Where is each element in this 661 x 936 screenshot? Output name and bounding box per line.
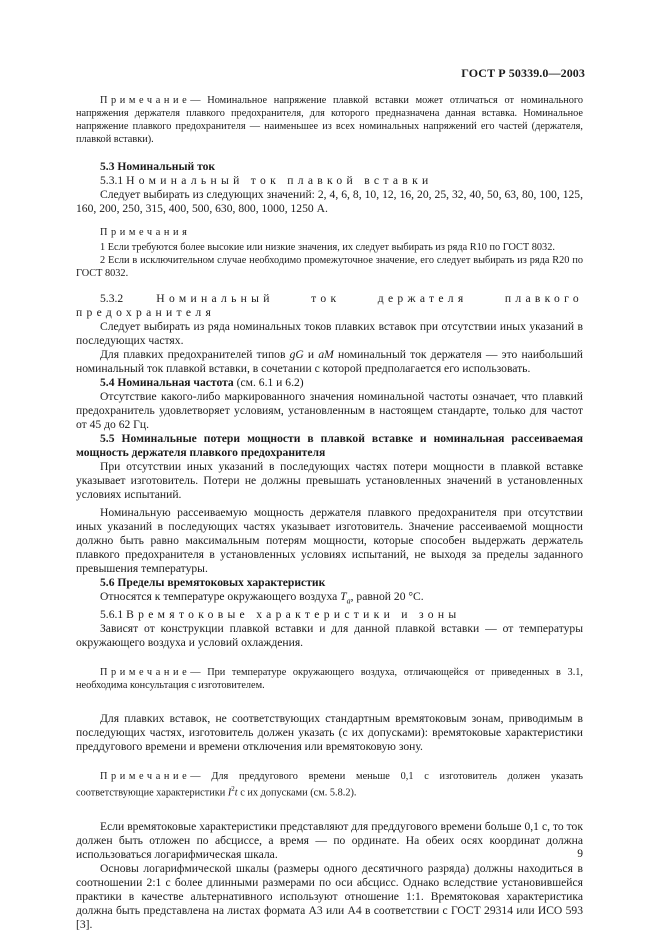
section-5-3-1-text: Следует выбирать из следующих значений: 2, 4, 6, 8, 10, 12, 16, 20, 25, 32, 40, 50, 63, 80, 100, 125, 160, 200, 250, 315, 400, 500, 630, 800, 1000, 1250 А. [76, 188, 583, 215]
document-id: ГОСТ Р 50339.0—2003 [461, 66, 585, 80]
section-5-5-text: При отсутствии иных указаний в последующих частях потери мощности в плавкой вставке указывает изготовитель. Потери не должны превышать установленных значений в установленных условиях испытаний. [76, 460, 583, 501]
symbol-subscript: a [346, 596, 351, 606]
fuse-type-gG: gG [289, 348, 304, 361]
symbol-superscript: 2 [231, 785, 235, 794]
note-label: Примечание [100, 95, 191, 106]
note-item: 2 Если в исключительном случае необходимо промежуточное значение, его следует выбирать из ряда R20 по ГОСТ 8032. [76, 255, 583, 279]
section-ref: (см. 6.1 и 6.2) [233, 376, 304, 389]
note-voltage [76, 94, 583, 146]
section-heading: 5.4 Номинальная частота [100, 376, 234, 389]
note-label: Примечание [100, 771, 191, 783]
notes-label [76, 226, 583, 239]
text-part: и [303, 348, 319, 361]
section-number: 5.6.1 [100, 608, 124, 622]
note-item: 1 Если требуются более высокие или низкие значения, их следует выбирать из ряда R10 по ГОСТ 8032. [100, 242, 555, 253]
text-part: номинальный ток держателя — это наибольший номинальный ток плавкой вставки, в сочетании с которой предполагается его использовать. [76, 348, 583, 375]
section-5-6-1-heading [76, 608, 583, 622]
note-text: — При температуре окружающего воздуха, отличающейся от приведенных в 3.1, необходима консультация с изготовителем. [76, 667, 583, 692]
section-title: Времятоковые характеристики и зоны [126, 608, 461, 622]
section-5-6-heading: 5.6 Пределы времятоковых характеристик [100, 576, 326, 589]
text-part: Для плавких предохранителей типов [100, 348, 290, 361]
symbol-t: t [234, 787, 238, 799]
section-5-6-text [76, 590, 583, 608]
page-content [76, 94, 583, 932]
notes-label-text: Примечания [100, 227, 191, 238]
section-number: 5.3.1 [100, 174, 124, 187]
section-5-4-text: Отсутствие какого-либо маркированного значения номинальной частоты означает, что плавкий предохранитель удовлетворяет условиям, установленным в настоящем стандарте, только для частот от 45 до 62 Гц. [76, 390, 583, 431]
text-part: Относятся к температуре окружающего воздуха [100, 590, 341, 603]
note-label: Примечание [100, 667, 191, 679]
section-5-6-text-5: Основы логарифмической шкалы (размеры одного десятичного разряда) должны находиться в соотношении 2:1 с более длинными размерами по оси абсцисс. Однако вследствие установившейся практики в качестве альтернативного используют отношение 1:1. Времятоковая характеристика должна быть представлена на листах формата А3 или А4 в соответствии с ГОСТ 29314 или ИСО 593 [3]. [76, 861, 583, 931]
section-5-3-heading: 5.3 Номинальный ток [100, 160, 216, 173]
section-5-4-heading [76, 376, 583, 390]
fuse-type-aM: aM [318, 348, 334, 361]
page-number: 9 [577, 848, 583, 860]
note-text: — Для преддугового времени меньше 0,1 с изготовитель должен указать соответствующие характеристики [76, 771, 583, 799]
symbol-T: T [340, 590, 347, 603]
note-pre-arcing [76, 770, 583, 799]
section-5-6-text-4: Если времятоковые характеристики представляют для преддугового времени больше 0,1 с, то ток должен быть отложен по абсциссе, а время — по ординате. На обеих осях координат должна использоваться логарифмическая шкала. [76, 819, 583, 861]
section-title: Номинальный ток держателя плавкого предохранителя [76, 292, 583, 319]
section-5-6-1-text: Зависят от конструкции плавкой вставки и для данной плавкой вставки — от температуры окружающего воздуха и условий охлаждения. [76, 622, 583, 650]
section-5-5-heading: 5.5 Номинальные потери мощности в плавкой вставке и номинальная рассеиваемая мощность держателя плавкого предохранителя [76, 432, 583, 459]
note-text: с их допусками (см. 5.8.2). [237, 787, 357, 799]
note-text: — Номинальное напряжение плавкой вставки может отличаться от номинального напряжения держателя плавкого предохранителя, для которого предназначена данная вставка. Номинальное напряжение плавкого предохранителя — наименьшее из всех номинальных напряжений его частей (держателя, плавкой вставки). [76, 95, 583, 145]
section-5-3-2-text: Следует выбирать из ряда номинальных токов плавких вставок при отсутствии иных указаний в последующих частях. [76, 320, 583, 347]
section-number: 5.3.2 [100, 292, 124, 305]
section-5-3-2-heading [76, 292, 583, 320]
section-title: Номинальный ток плавкой вставки [126, 174, 433, 187]
text-part: , равной 20 °С. [350, 590, 424, 603]
section-5-3-1-heading [76, 174, 583, 188]
section-5-3-2-text-2 [76, 348, 583, 376]
section-5-6-text-3: Для плавких вставок, не соответствующих стандартным времятоковым зонам, приводимым в последующих частях, изготовитель должен указать (с их допусками): времятоковые характеристики преддугового времени и времени отключения или времятоковую зону. [76, 712, 583, 754]
note-temperature [76, 666, 583, 692]
section-5-5-text-2: Номинальную рассеиваемую мощность держателя плавкого предохранителя при отсутствии иных указаний в последующих частях указывает изготовитель. Значение рассеиваемой мощности должно быть равно максимальным потерям мощности, которые способен выдержать держатель плавкого предохранителя в установленных условиях испытаний, не выходя за пределы заданного превышения температуры. [76, 506, 583, 575]
symbol-I: I [227, 787, 232, 799]
